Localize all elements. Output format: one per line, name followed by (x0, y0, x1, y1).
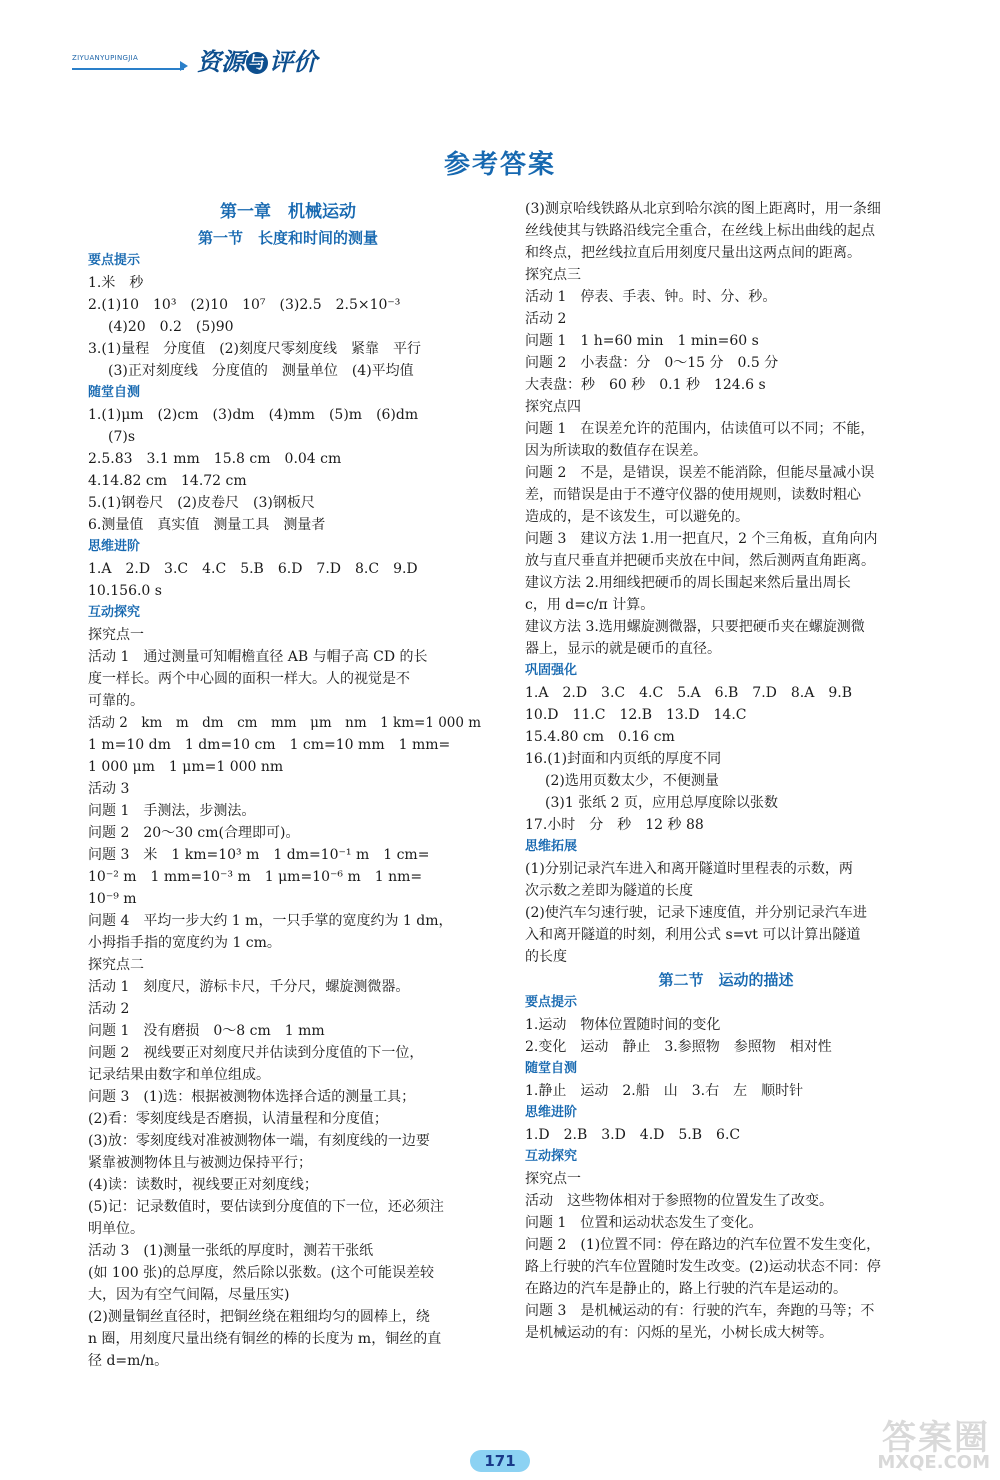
answer-line: 问题 2 视线要正对刻度尺并估读到分度值的下一位， (88, 1045, 424, 1061)
answer-line: 10⁻⁹ m (88, 891, 137, 907)
section-heading: 第二节 运动的描述 (658, 971, 794, 989)
answer-line: 探究点三 (525, 267, 581, 283)
answer-line: 问题 4 平均一步大约 1 m，一只手掌的宽度约为 1 dm， (88, 913, 453, 929)
answer-line: (4)读：读数时，视线要正对刻度线； (88, 1177, 318, 1193)
answer-line: 小拇指手指的宽度约为 1 cm。 (88, 935, 281, 951)
series-title-a: 资源 (197, 48, 245, 76)
answer-line: 探究点二 (88, 957, 144, 973)
answer-line-indented: (2)选用页数太少，不便测量 (545, 773, 719, 789)
answer-line: 的长度 (525, 949, 567, 965)
answer-line-indented: (7)s (108, 429, 136, 445)
answer-line: 和终点，把丝线拉直后用刻度尺量出这两点间的距离。 (525, 245, 861, 261)
left-column (88, 198, 488, 1372)
answer-line: 问题 2 不是，是错误，误差不能消除，但能尽量减小误 (525, 465, 875, 481)
answer-line: 在路边的汽车是静止的，路上行驶的汽车是运动的。 (525, 1281, 847, 1297)
answer-line: c，用 d=c/π 计算。 (525, 597, 655, 613)
answer-line: 问题 3 是机械运动的有：行驶的汽车，奔跑的马等；不 (525, 1303, 875, 1319)
answer-line: 探究点一 (525, 1171, 581, 1187)
answer-line: 1.运动 物体位置随时间的变化 (525, 1017, 721, 1033)
answer-line-indented: (3)1 张纸 2 页，应用总厚度除以张数 (545, 795, 778, 811)
answer-line: 5.(1)钢卷尺 (2)皮卷尺 (3)钢板尺 (88, 495, 315, 511)
answer-line: 问题 3 米 1 km=10³ m 1 dm=10⁻¹ m 1 cm= (88, 847, 430, 863)
subsection-label: 互动探究 (525, 1149, 578, 1164)
answer-line: 可靠的。 (88, 693, 144, 709)
answer-line: 径 d=m/n。 (88, 1353, 169, 1369)
answer-line: (5)记：记录数值时，要估读到分度值的下一位，还必须注 (88, 1199, 444, 1215)
subsection-label: 要点提示 (88, 253, 141, 268)
answer-line: 10.D 11.C 12.B 13.D 14.C (525, 707, 747, 723)
subsection-label: 思维进阶 (525, 1105, 578, 1120)
answer-line: 问题 3 建议方法 1.用一把直尺，2 个三角板，直角向内 (525, 531, 878, 547)
answer-line: 问题 1 没有磨损 0～8 cm 1 mm (88, 1023, 325, 1039)
answer-line: 路上行驶的汽车位置随时发生改变。(2)运动状态不同：停 (525, 1259, 881, 1275)
watermark-main: 答案圈 (882, 1418, 990, 1458)
answer-line: 15.4.80 cm 0.16 cm (525, 729, 675, 745)
answer-line: 明单位。 (88, 1221, 144, 1237)
answer-line: 2.5.83 3.1 mm 15.8 cm 0.04 cm (88, 451, 342, 467)
answer-line: 活动 3 (1)测量一张纸的厚度时，测若干张纸 (88, 1243, 374, 1259)
page-title: 参考答案 (443, 150, 556, 180)
answer-line: 活动 2 km m dm cm mm μm nm 1 km=1 000 m (88, 715, 482, 731)
answer-line: 大，因为有空气间隔，尽量压实) (88, 1287, 290, 1303)
answer-line: 1.A 2.D 3.C 4.C 5.B 6.D 7.D 8.C 9.D (88, 561, 418, 577)
subsection-label: 思维拓展 (525, 839, 578, 854)
answer-line-indented: (4)20 0.2 (5)90 (108, 319, 234, 335)
subsection-label: 要点提示 (525, 995, 578, 1010)
answer-line: 1 m=10 dm 1 dm=10 cm 1 cm=10 mm 1 mm= (88, 737, 451, 753)
answer-line: (如 100 张)的总厚度，然后除以张数。(这个可能误差较 (88, 1265, 435, 1281)
answer-line: 建议方法 3.选用螺旋测微器，只要把硬币夹在螺旋测微 (525, 619, 865, 635)
answer-line: 活动 2 (88, 1001, 130, 1017)
answer-line: 1.A 2.D 3.C 4.C 5.A 6.B 7.D 8.A 9.B (525, 685, 852, 701)
answer-line: 次示数之差即为隧道的长度 (525, 883, 693, 899)
answer-line: 2.(1)10 10³ (2)10 10⁷ (3)2.5 2.5×10⁻³ (88, 297, 401, 313)
answer-line: (3)放：零刻度线对准被测物体一端，有刻度线的一边要 (88, 1133, 430, 1149)
answer-line: 活动 1 刻度尺，游标卡尺，千分尺，螺旋测微器。 (88, 979, 410, 995)
watermark-sub: MXQE.COM (877, 1452, 990, 1473)
answer-line: 17.小时 分 秒 12 秒 88 (525, 817, 704, 833)
series-header (72, 40, 342, 74)
answer-line: 1 000 μm 1 μm=1 000 nm (88, 759, 284, 775)
answer-line: 1.(1)μm (2)cm (3)dm (4)mm (5)m (6)dm (88, 407, 419, 423)
answer-line: (2)测量铜丝直径时，把铜丝绕在粗细均匀的圆棒上，绕 (88, 1309, 430, 1325)
subsection-label: 思维进阶 (88, 539, 141, 554)
answer-line: (2)使汽车匀速行驶，记录下速度值，并分别记录汽车进 (525, 905, 867, 921)
answer-line: 是机械运动的有：闪烁的星光，小树长成大树等。 (525, 1325, 833, 1341)
answer-line: 活动 2 (525, 311, 567, 327)
subsection-label: 巩固强化 (525, 663, 578, 678)
answer-line: 问题 1 1 h=60 min 1 min=60 s (525, 333, 759, 349)
header-pinyin: ZIYUANYUPINGJIA (72, 54, 139, 62)
answer-line: 活动 1 通过测量可知帽檐直径 AB 与帽子高 CD 的长 (88, 649, 428, 665)
answer-line: 器上，显示的就是硬币的直径。 (525, 641, 721, 657)
answer-line: 1.米 秒 (88, 275, 144, 291)
subsection-label: 随堂自测 (88, 385, 141, 400)
answer-line: 丝线使其与铁路沿线完全重合，在丝线上标出曲线的起点 (525, 223, 875, 239)
answer-line: 探究点四 (525, 399, 581, 415)
answer-line: (1)分别记录汽车进入和离开隧道时里程表的示数，两 (525, 861, 853, 877)
answer-line: 放与直尺垂直并把硬币夹放在中间，然后测两直角距离。 (525, 553, 875, 569)
arrow-icon (180, 61, 188, 71)
answer-line: 差，而错误是由于不遵守仪器的使用规则，读数时粗心 (525, 487, 861, 503)
answer-line: 问题 1 在误差允许的范围内，估读值可以不同；不能， (525, 421, 875, 437)
answer-line: 问题 1 手测法，步测法。 (88, 803, 256, 819)
answer-line: 问题 2 20～30 cm(合理即可)。 (88, 825, 300, 841)
answer-line: 入和离开隧道的时刻，利用公式 s=vt 可以计算出隧道 (525, 927, 861, 943)
section-heading: 第一节 长度和时间的测量 (197, 229, 378, 247)
page-number: 171 (470, 1450, 530, 1472)
answer-line: (2)看：零刻度线是否磨损，认清量程和分度值； (88, 1111, 388, 1127)
answer-line: 问题 2 (1)位置不同：停在路边的汽车位置不发生变化， (525, 1237, 881, 1253)
chapter-heading: 第一章 机械运动 (220, 202, 356, 222)
answer-line: 问题 3 (1)选：根据被测物体选择合适的测量工具； (88, 1089, 416, 1105)
answer-line: 活动 3 (88, 781, 130, 797)
answer-line: 造成的，是不该发生，可以避免的。 (525, 509, 749, 525)
answer-line: 记录结果由数字和单位组成。 (88, 1067, 270, 1083)
answer-line: 问题 1 位置和运动状态发生了变化。 (525, 1215, 763, 1231)
answer-line: 16.(1)封面和内页纸的厚度不同 (525, 751, 722, 767)
answer-line: 活动 这些物体相对于参照物的位置发生了改变。 (525, 1193, 833, 1209)
answer-line: 问题 2 小表盘：分 0～15 分 0.5 分 (525, 355, 779, 371)
answer-line: 度一样长。两个中心圆的面积一样大。人的视觉是不 (88, 671, 410, 687)
answer-line: 10.156.0 s (88, 583, 162, 599)
answer-line: 建议方法 2.用细线把硬币的周长围起来然后量出周长 (525, 575, 851, 591)
answer-line: 10⁻² m 1 mm=10⁻³ m 1 μm=10⁻⁶ m 1 nm= (88, 869, 423, 885)
series-title (197, 42, 317, 77)
answer-line: 1.静止 运动 2.船 山 3.右 左 顺时针 (525, 1083, 804, 1099)
answer-line: 大表盘：秒 60 秒 0.1 秒 124.6 s (525, 377, 766, 393)
watermark-logo (850, 1410, 990, 1476)
answer-line: 4.14.82 cm 14.72 cm (88, 473, 247, 489)
answer-line: 活动 1 停表、手表、钟。时、分、秒。 (525, 289, 777, 305)
subsection-label: 互动探究 (88, 605, 141, 620)
answer-line: 因为所读取的数值存在误差。 (525, 443, 707, 459)
answer-line: n 圈，用刻度尺量出绕有铜丝的棒的长度为 m，铜丝的直 (88, 1331, 442, 1347)
answer-line: 2.变化 运动 静止 3.参照物 参照物 相对性 (525, 1039, 832, 1055)
answer-line: 探究点一 (88, 627, 144, 643)
answer-line-indented: (3)正对刻度线 分度值的 测量单位 (4)平均值 (108, 363, 414, 379)
answer-line: 3.(1)量程 分度值 (2)刻度尺零刻度线 紧靠 平行 (88, 341, 422, 357)
header-rule (72, 68, 184, 70)
answer-line: 紧靠被测物体且与被测边保持平行； (88, 1155, 312, 1171)
answer-line: (3)测京哈线铁路从北京到哈尔滨的图上距离时，用一条细 (525, 201, 881, 217)
answer-line: 1.D 2.B 3.D 4.D 5.B 6.C (525, 1127, 741, 1143)
right-column (525, 198, 927, 1344)
series-title-joiner: 与 (246, 52, 268, 74)
subsection-label: 随堂自测 (525, 1061, 578, 1076)
answer-line: 6.测量值 真实值 测量工具 测量者 (88, 517, 326, 533)
series-title-b: 评价 (269, 48, 317, 76)
